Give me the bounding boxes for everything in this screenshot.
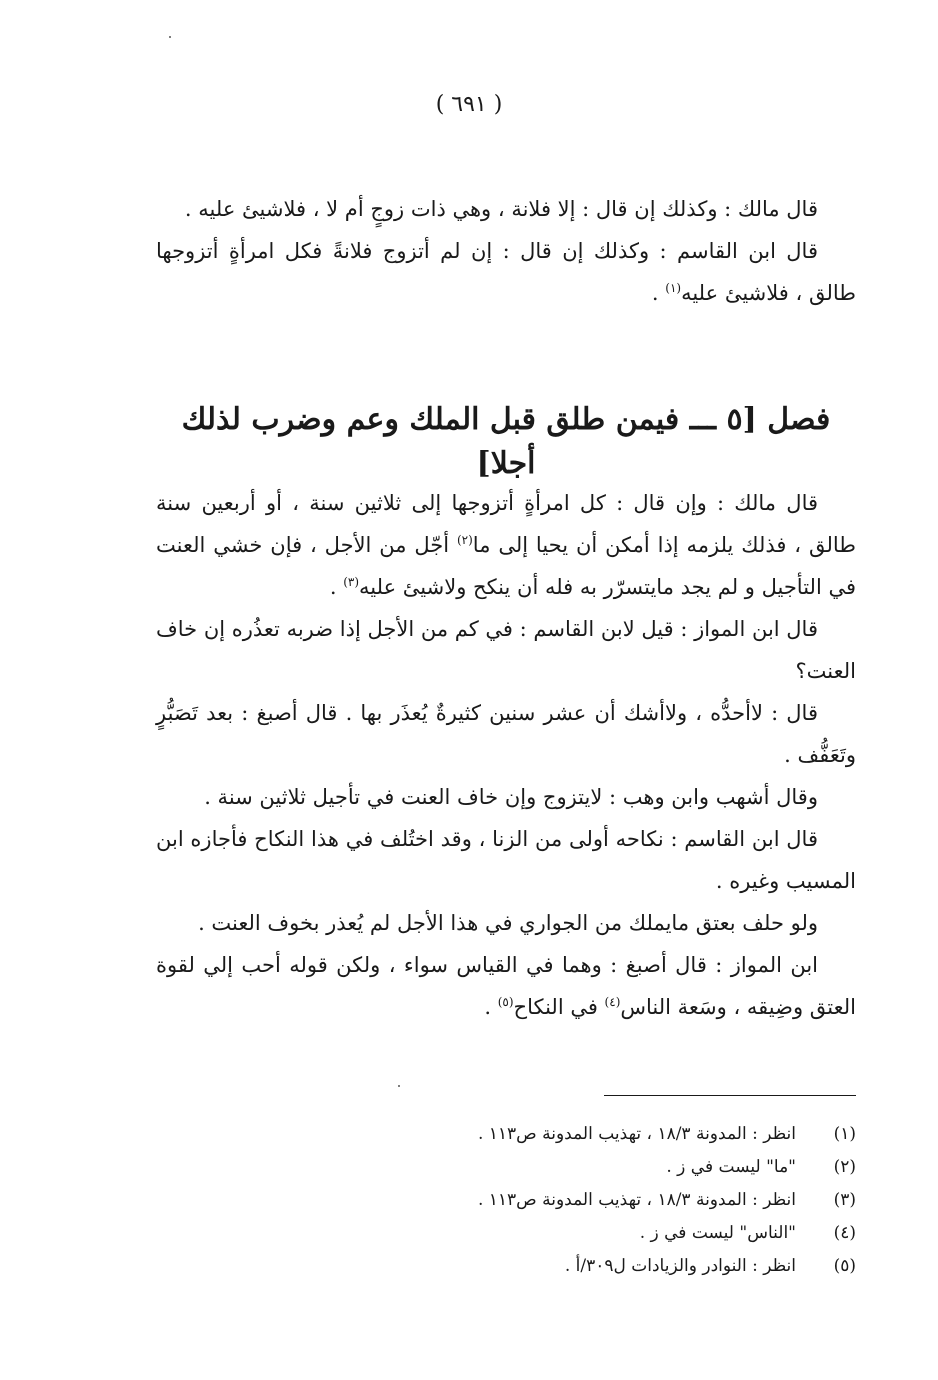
scan-speck — [169, 36, 171, 38]
page-number: ( ٦٩١ ) — [435, 92, 503, 117]
section-1-body — [156, 188, 856, 314]
paragraph-end: . — [651, 281, 666, 305]
paragraph: قال : لاأحدُّه ، ولاأشك أن عشر سنين كثيرةٌ يُعذَر بها . قال أصبغ : بعد تَصَبُّرٍ وتَعَفُّف . — [156, 701, 856, 767]
footnote-marker: (٤) — [604, 995, 621, 1009]
section-heading: فصل [٥ ـــ فيمن طلق قبل الملك وعم وضرب لذلك أجلا] — [181, 402, 831, 481]
paragraph-text: قال مالك : وإن قال : كل امرأةٍ أتزوجها إلى ثلاثين سنة ، أو أربعين سنة طالق ، فذلك يلزمه إذا أمكن أن يحيا إلى ما — [156, 491, 856, 557]
footnote-marker: (٣) — [343, 575, 360, 589]
footnote-text: انظر : النوادر والزيادات ل٣٠٩/أ . — [564, 1256, 796, 1276]
footnote-marker: (١) — [665, 281, 682, 295]
footnote-item — [156, 1217, 856, 1250]
paragraph-text: ابن المواز : قال أصبغ : وهما في القياس سواء ، ولكن قوله أحب إلي لقوة العتق وضِيقه ، وسَعة الناس — [156, 953, 856, 1019]
paragraph: وقال أشهب وابن وهب : لايتزوج وإن خاف العنت في تأجيل ثلاثين سنة . — [204, 785, 818, 809]
footnote-divider — [604, 1095, 856, 1096]
paragraph — [156, 482, 856, 608]
paragraph: قال ابن المواز : قيل لابن القاسم : في كم من الأجل إذا ضربه تعذُره إن خاف العنت؟ — [156, 617, 856, 683]
footnote-number: (٥) — [833, 1256, 856, 1276]
footnote-marker: (٥) — [497, 995, 514, 1009]
paragraph — [156, 944, 856, 1028]
paragraph-text: في النكاح — [513, 995, 605, 1019]
paragraph-text: قال ابن القاسم : وكذلك إن قال : إن لم أتزوج فلانةً فكل امرأةٍ أتزوجها طالق ، فلاشيئ عليه — [156, 239, 856, 305]
paragraph: قال مالك : وكذلك إن قال : إلا فلانة ، وهي ذات زوجٍ أم لا ، فلاشيئ عليه . — [184, 197, 818, 221]
paragraph-text: أجّل من الأجل ، فإن خشي العنت في التأجيل و لم يجد مايتسرّر به فله أن ينكح ولاشيئ عليه — [156, 533, 856, 599]
paragraph-end: . — [484, 995, 498, 1019]
footnote-text: "ما" ليست في ز . — [666, 1157, 796, 1177]
footnote-text: انظر : المدونة ١٨/٣ ، تهذيب المدونة ص١١٣ . — [477, 1124, 796, 1144]
footnote-number: (١) — [833, 1124, 856, 1144]
footnote-item — [156, 1184, 856, 1217]
footnote-marker: (٢) — [456, 533, 473, 547]
paragraph-end: . — [329, 575, 344, 599]
footnote-text: "الناس" ليست في ز . — [639, 1223, 796, 1243]
footnote-item — [156, 1118, 856, 1151]
footnote-item — [156, 1151, 856, 1184]
paragraph: قال ابن القاسم : نكاحه أولى من الزنا ، وقد اختُلف في هذا النكاح فأجازه ابن المسيب وغيره . — [156, 827, 856, 893]
paragraph — [156, 230, 856, 314]
footnote-number: (٢) — [833, 1157, 856, 1177]
section-2-body — [156, 482, 856, 1028]
paragraph: ولو حلف بعتق مايملك من الجواري في هذا الأجل لم يُعذر بخوف العنت . — [198, 911, 818, 935]
footnote-item — [156, 1250, 856, 1283]
footnotes — [156, 1118, 856, 1283]
footnote-number: (٤) — [833, 1223, 856, 1243]
scan-speck — [398, 1085, 400, 1087]
footnote-number: (٣) — [833, 1190, 856, 1210]
footnote-text: انظر : المدونة ١٨/٣ ، تهذيب المدونة ص١١٣ . — [477, 1190, 796, 1210]
